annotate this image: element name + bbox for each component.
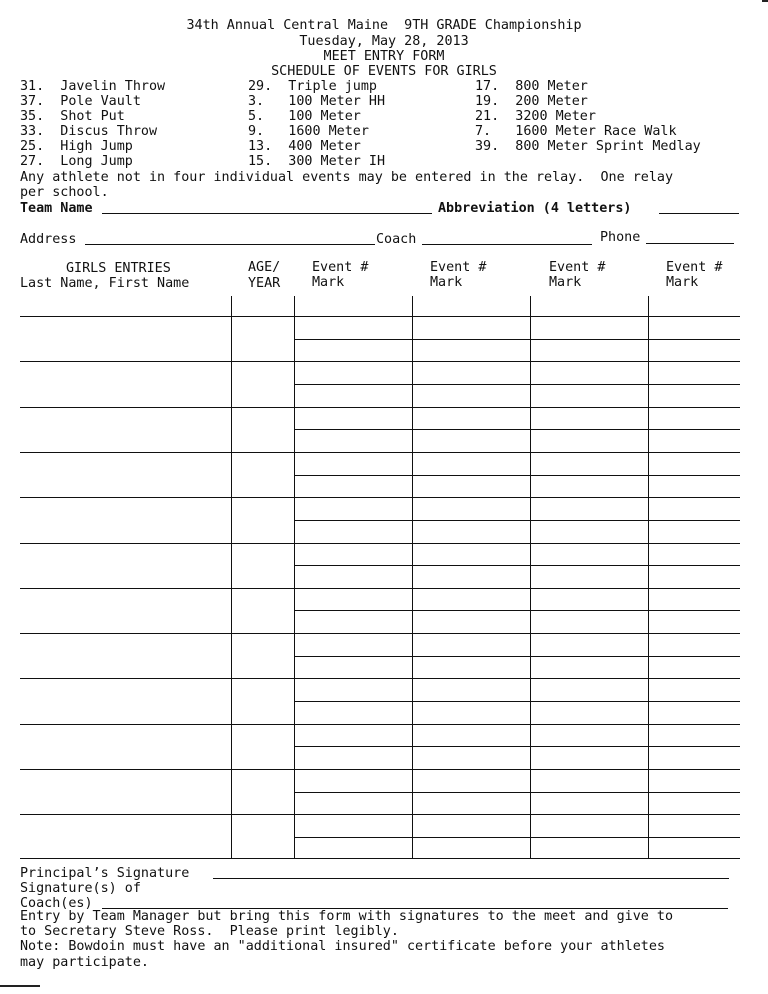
athlete-row-line (20, 814, 231, 815)
event-item: 29. Triple jump (248, 79, 377, 94)
event-header: Event # (430, 260, 487, 275)
grid-column-divider (648, 296, 649, 858)
grid-column-divider (412, 296, 413, 858)
entries-subheader: Last Name, First Name (20, 276, 190, 291)
phone-field[interactable] (646, 243, 734, 244)
meet-date: Tuesday, May 28, 2013 (299, 34, 469, 49)
mark-header: Mark (430, 275, 463, 290)
grid-column-divider (294, 296, 295, 858)
event-mark-line (294, 792, 740, 793)
abbreviation-field[interactable] (659, 213, 739, 214)
athlete-row-line (20, 588, 231, 589)
age-header: AGE/ (248, 260, 281, 275)
address-field[interactable] (85, 244, 375, 245)
athlete-row-line (20, 769, 231, 770)
schedule-title: SCHEDULE OF EVENTS FOR GIRLS (271, 64, 497, 79)
coach-signature-label-cont: Coach(es) (20, 896, 93, 911)
scan-edge-mark (762, 0, 768, 2)
scan-edge-mark (0, 985, 40, 987)
event-item: 33. Discus Throw (20, 124, 158, 139)
event-mark-line (294, 633, 740, 634)
athlete-row-line (231, 769, 294, 770)
event-item: 19. 200 Meter (475, 94, 588, 109)
grid-column-divider (231, 296, 232, 858)
athlete-row-line (20, 497, 231, 498)
event-item: 15. 300 Meter IH (248, 154, 386, 169)
event-item: 21. 3200 Meter (475, 109, 596, 124)
event-mark-line (294, 565, 740, 566)
athlete-row-line (20, 633, 231, 634)
event-mark-line (294, 656, 740, 657)
athlete-row-line (231, 316, 294, 317)
insurance-note: Note: Bowdoin must have an "additional insured" certificate before your athletes (20, 939, 665, 954)
event-mark-line (294, 814, 740, 815)
event-item: 31. Javelin Throw (20, 79, 166, 94)
event-item: 7. 1600 Meter Race Walk (475, 124, 677, 139)
athlete-row-line (20, 724, 231, 725)
event-mark-line (294, 475, 740, 476)
event-header: Event # (549, 260, 606, 275)
event-header: Event # (312, 260, 369, 275)
mark-header: Mark (312, 275, 345, 290)
coach-field[interactable] (422, 244, 592, 245)
event-item: 9. 1600 Meter (248, 124, 369, 139)
mark-header: Mark (549, 275, 582, 290)
event-item: 13. 400 Meter (248, 139, 361, 154)
athlete-row-line (20, 407, 231, 408)
athlete-row-line (231, 452, 294, 453)
event-mark-line (294, 407, 740, 408)
event-mark-line (294, 316, 740, 317)
athlete-row-line (231, 361, 294, 362)
event-item: 35. Shot Put (20, 109, 125, 124)
event-item: 5. 100 Meter (248, 109, 361, 124)
insurance-note-cont: may participate. (20, 955, 149, 970)
phone-label: Phone (600, 230, 641, 245)
relay-note-cont: per school. (20, 185, 109, 200)
athlete-row-line (231, 724, 294, 725)
relay-note: Any athlete not in four individual events may be entered in the relay. One relay (20, 170, 674, 185)
principal-signature-label: Principal’s Signature (20, 866, 190, 881)
event-item: 3. 100 Meter HH (248, 94, 386, 109)
athlete-row-line (231, 814, 294, 815)
athlete-row-line (231, 497, 294, 498)
athlete-row-line (231, 633, 294, 634)
event-mark-line (294, 361, 740, 362)
event-mark-line (294, 497, 740, 498)
athlete-row-line (231, 543, 294, 544)
event-mark-line (294, 543, 740, 544)
event-mark-line (294, 610, 740, 611)
principal-signature-field[interactable] (213, 878, 729, 879)
event-mark-line (294, 724, 740, 725)
coach-label: Coach (376, 232, 417, 247)
meet-title: 34th Annual Central Maine 9TH GRADE Championship (186, 18, 582, 33)
coach-signature-label: Signature(s) of (20, 881, 141, 896)
year-header: YEAR (248, 276, 281, 291)
form-title: MEET ENTRY FORM (323, 49, 445, 64)
event-item: 25. High Jump (20, 139, 133, 154)
abbreviation-label: Abbreviation (4 letters) (438, 201, 632, 216)
event-mark-line (294, 429, 740, 430)
mark-header: Mark (666, 275, 699, 290)
grid-column-divider (530, 296, 531, 858)
team-name-field[interactable] (102, 213, 432, 214)
event-mark-line (294, 837, 740, 838)
event-mark-line (294, 384, 740, 385)
event-mark-line (294, 769, 740, 770)
event-header: Event # (666, 260, 723, 275)
entry-instructions-cont: to Secretary Steve Ross. Please print legibly. (20, 924, 399, 939)
athlete-row-line (20, 543, 231, 544)
event-mark-line (294, 339, 740, 340)
event-mark-line (294, 678, 740, 679)
athlete-row-line (20, 678, 231, 679)
athlete-row-line (20, 361, 231, 362)
event-mark-line (294, 746, 740, 747)
athlete-row-line (231, 407, 294, 408)
event-mark-line (294, 520, 740, 521)
event-mark-line (294, 452, 740, 453)
athlete-row-line (20, 452, 231, 453)
event-item: 17. 800 Meter (475, 79, 588, 94)
event-item: 37. Pole Vault (20, 94, 141, 109)
event-item: 39. 800 Meter Sprint Medlay (475, 139, 701, 154)
grid-bottom-line (20, 858, 740, 859)
team-name-label: Team Name (20, 201, 93, 216)
entries-header: GIRLS ENTRIES (66, 261, 171, 276)
address-label: Address (20, 232, 77, 247)
athlete-row-line (231, 678, 294, 679)
athlete-row-line (20, 316, 231, 317)
event-mark-line (294, 588, 740, 589)
athlete-row-line (231, 588, 294, 589)
event-mark-line (294, 701, 740, 702)
entry-instructions: Entry by Team Manager but bring this form with signatures to the meet and give to (20, 909, 674, 924)
event-item: 27. Long Jump (20, 154, 133, 169)
